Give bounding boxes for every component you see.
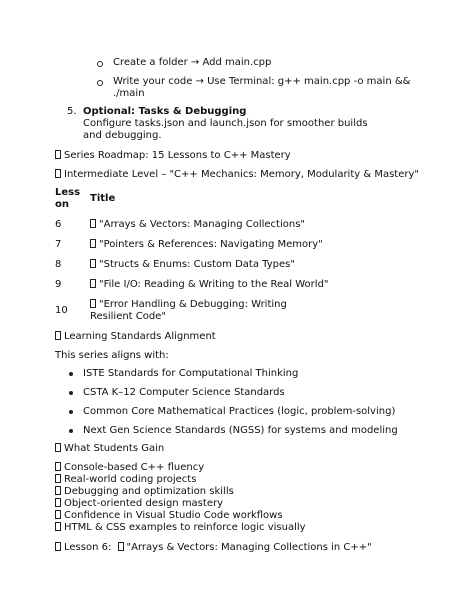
substep-text: Write your code → Use Terminal: g++ main.cpp -o main && ./main [113, 76, 411, 99]
step-title: Optional: Tasks & Debugging [83, 106, 247, 117]
placeholder-glyph-icon [55, 331, 61, 340]
lesson-number: 6 [55, 219, 62, 230]
list-item: Confidence in Visual Studio Code workflows [55, 510, 283, 522]
lesson-title: "File I/O: Reading & Writing to the Real World" [90, 279, 329, 291]
table-header-lesson: Lesson [55, 187, 81, 210]
placeholder-glyph-icon [55, 522, 61, 531]
placeholder-glyph-icon [55, 150, 61, 159]
lesson-title: "Pointers & References: Navigating Memory" [90, 239, 323, 251]
list-item: Object-oriented design mastery [55, 498, 223, 510]
placeholder-glyph-icon [90, 239, 96, 248]
list-bullet [69, 391, 73, 395]
substep-bullet [97, 61, 103, 67]
level-heading: Intermediate Level – "C++ Mechanics: Memory, Modularity & Mastery" [55, 169, 419, 181]
list-bullet [69, 372, 73, 376]
placeholder-glyph-icon [55, 498, 61, 507]
list-item: Real-world coding projects [55, 474, 196, 486]
step-body: Configure tasks.json and launch.json for smoother builds and debugging. [83, 118, 368, 141]
substep-bullet [97, 80, 103, 86]
substep-text: Create a folder → Add main.cpp [113, 57, 272, 68]
placeholder-glyph-icon [55, 486, 61, 495]
placeholder-glyph-icon [55, 169, 61, 178]
lesson-number: 7 [55, 239, 62, 250]
list-bullet [69, 410, 73, 414]
list-item: ISTE Standards for Computational Thinking [83, 368, 299, 379]
placeholder-glyph-icon [55, 443, 61, 452]
lesson-number: 9 [55, 279, 62, 290]
list-item: Debugging and optimization skills [55, 486, 234, 498]
placeholder-glyph-icon [55, 510, 61, 519]
lesson-number: 10 [55, 305, 68, 316]
placeholder-glyph-icon [90, 299, 96, 308]
roadmap-heading: Series Roadmap: 15 Lessons to C++ Mastery [55, 150, 291, 162]
lesson-title: "Arrays & Vectors: Managing Collections" [90, 219, 305, 231]
placeholder-glyph-icon [90, 259, 96, 268]
placeholder-glyph-icon [55, 542, 61, 551]
placeholder-glyph-icon [90, 219, 96, 228]
placeholder-glyph-icon [55, 474, 61, 483]
standards-intro: This series aligns with: [55, 350, 169, 361]
lesson-title: "Error Handling & Debugging: Writing Resilient Code" [90, 299, 287, 322]
gains-heading: What Students Gain [55, 443, 164, 455]
table-header-title: Title [90, 193, 116, 204]
lesson-title: "Structs & Enums: Custom Data Types" [90, 259, 295, 271]
list-item: Next Gen Science Standards (NGSS) for systems and modeling [83, 425, 398, 436]
list-item: Common Core Mathematical Practices (logic, problem-solving) [83, 406, 396, 417]
placeholder-glyph-icon [55, 462, 61, 471]
placeholder-glyph-icon [90, 279, 96, 288]
list-item: Console-based C++ fluency [55, 462, 204, 474]
list-item: HTML & CSS examples to reinforce logic visually [55, 522, 306, 534]
lesson6-heading: Lesson 6: "Arrays & Vectors: Managing Collections in C++" [55, 542, 372, 554]
step-number: 5. [67, 106, 77, 117]
placeholder-glyph-icon [118, 542, 124, 551]
list-bullet [69, 429, 73, 433]
list-item: CSTA K–12 Computer Science Standards [83, 387, 285, 398]
lesson-number: 8 [55, 259, 62, 270]
standards-heading: Learning Standards Alignment [55, 331, 216, 343]
